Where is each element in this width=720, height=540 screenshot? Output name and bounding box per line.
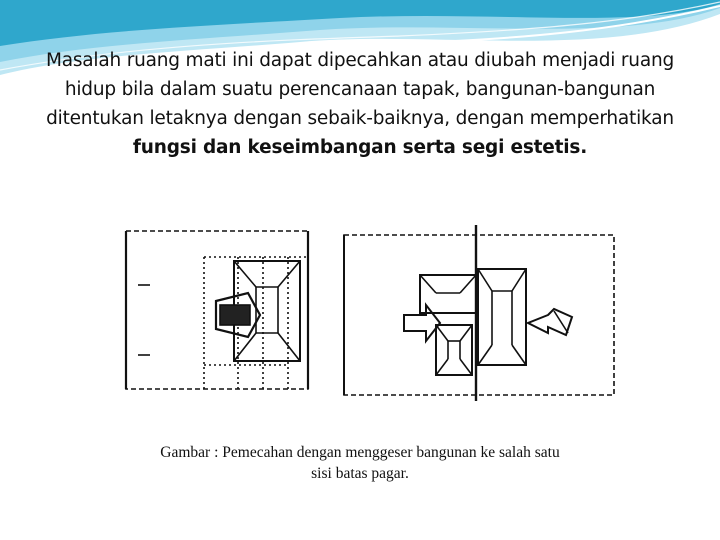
paragraph-bold-text: fungsi dan keseimbangan serta segi estetis. <box>132 137 588 158</box>
main-paragraph <box>40 46 680 162</box>
caption-line-1: Gambar : Pemecahan dengan menggeser bangunan ke salah satu <box>160 444 560 461</box>
figure-caption <box>100 442 620 484</box>
paragraph-text: Masalah ruang mati ini dapat dipecahkan atau diubah menjadi ruang hidup bila dalam suatu perencanaan tapak, bangunan-bangunan ditentukan letaknya dengan sebaik-baiknya, dengan memperhatikan <box>45 50 675 129</box>
site-plan-sketch <box>108 205 623 417</box>
caption-line-2: sisi batas pagar. <box>311 465 409 482</box>
site-plan-drawing <box>108 205 623 417</box>
